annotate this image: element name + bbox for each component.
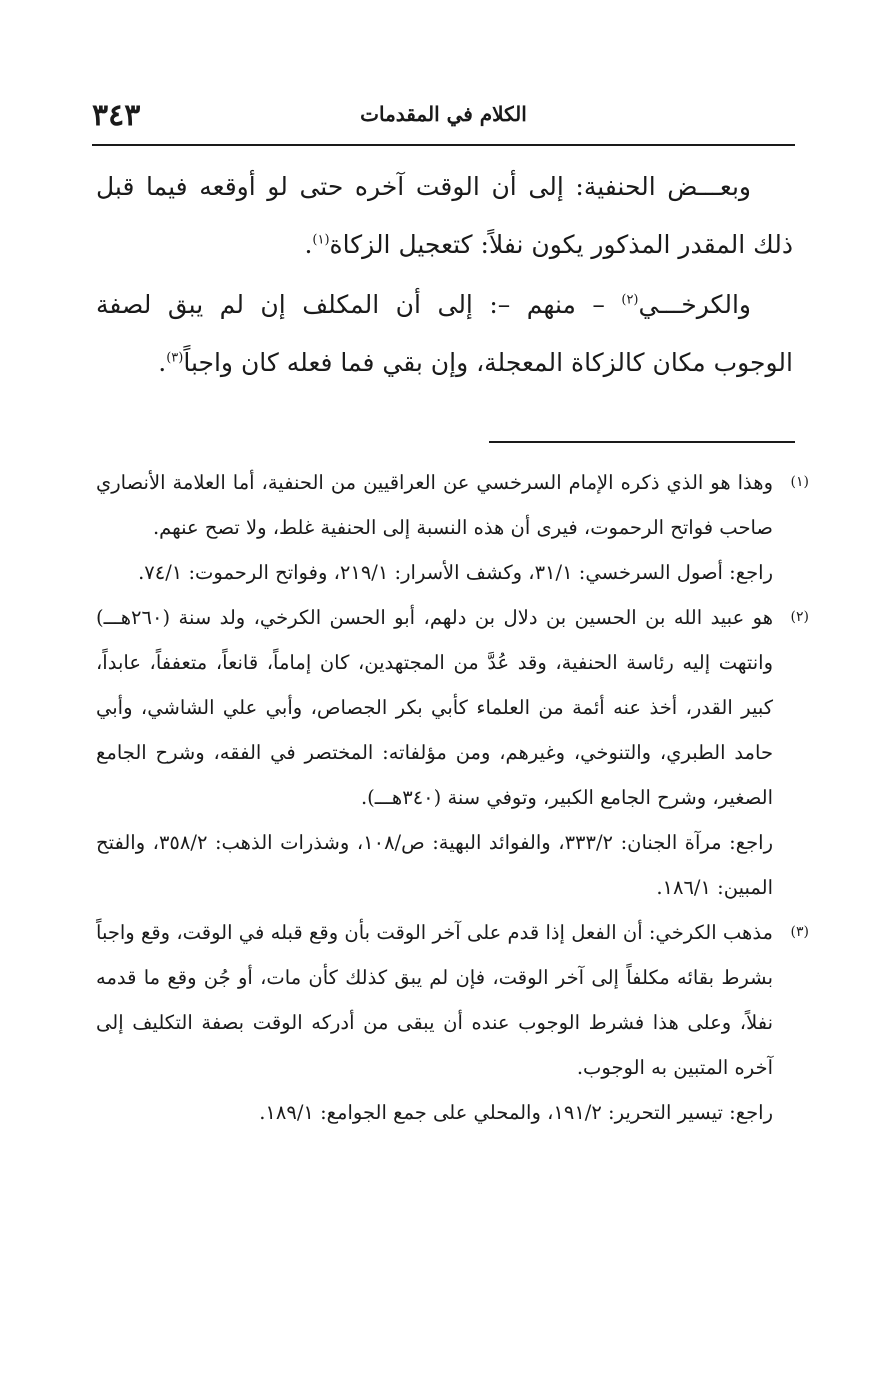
footnote-marker: (٣) [790, 924, 809, 940]
footnote-reference-line: راجع: مرآة الجنان: ٣٣٣/٢، والفوائد البهية: ص/١٠٨، وشذرات الذهب: ٣٥٨/٢، والفتح المبين: ١٨٦/١. [96, 831, 773, 899]
page-header [92, 96, 795, 146]
paragraph-text: وبعـــض الحنفية: إلى أن الوقت آخره حتى لو أوقعه فيما قبل ذلك المقدر المذكور يكون نفلاً: كتعجيل الزكاة [96, 172, 793, 259]
footnote-text: وهذا هو الذي ذكره الإمام السرخسي عن العراقيين من الحنفية، أما العلامة الأنصاري صاحب فواتح الرحموت، فيرى أن هذه النسبة إلى الحنفية غلط، ولا تصح عنهم. [96, 471, 773, 539]
footnote-marker: (١) [790, 474, 809, 490]
footnote-reference: (٢) [621, 292, 639, 308]
footnote-text: مذهب الكرخي: أن الفعل إذا قدم على آخر الوقت بأن وقع قبله في الوقت، وقع واجباً بشرط بقائه مكلفاً إلى آخر الوقت، فإن لم يبق كذلك كأن مات، أو جُن وقع ما قدمه نفلاً، وعلى هذا فشرط الوجوب عنده أن يبقى من أدركه الوقت بصفة التكليف إلى آخره المتبين به الوجوب. [96, 921, 773, 1079]
footnote-separator [489, 441, 795, 443]
footnote-reference: (١) [312, 232, 330, 248]
paragraph-text: – منهم –: إلى أن المكلف إن لم يبق لصفة الوجوب مكان كالزكاة المعجلة، وإن بقي فما فعله كان واجباً [96, 290, 793, 377]
paragraph-end: . [304, 230, 313, 259]
footnote [96, 595, 809, 910]
footnote-text: هو عبيد الله بن الحسين بن دلال بن دلهم، أبو الحسن الكرخي، ولد سنة (٢٦٠هـــ) وانتهت إليه رئاسة الحنفية، وقد عُدَّ من المجتهدين، كان إماماً، قانعاً، متعففاً، عابداً، كبير القدر، أخذ عنه أئمة من العلماء كأبي بكر الجصاص، وأبي علي الشاشي، وأبي حامد الطبري، والتنوخي، وغيرهم، ومن مؤلفاته: المختصر في الفقه، وشرح الجامع الصغير، وشرح الجامع الكبير، وتوفي سنة (٣٤٠هـــ). [96, 606, 773, 809]
footnotes [96, 460, 809, 1135]
running-title: الكلام في المقدمات [360, 102, 527, 126]
footnote-reference: (٣) [166, 350, 184, 366]
paragraph-end: . [158, 348, 167, 377]
paragraph [96, 276, 793, 392]
footnote-marker: (٢) [790, 609, 809, 625]
paragraph-text: والكرخـــي [638, 290, 751, 319]
footnote [96, 910, 809, 1135]
footnote-reference-line: راجع: أصول السرخسي: ٣١/١، وكشف الأسرار: ٢١٩/١، وفواتح الرحموت: ٧٤/١. [138, 561, 773, 584]
footnote-reference-line: راجع: تيسير التحرير: ١٩١/٢، والمحلي على جمع الجوامع: ١٨٩/١. [259, 1101, 773, 1124]
main-text [96, 158, 793, 394]
footnote [96, 460, 809, 595]
page-number: ٣٤٣ [92, 98, 141, 133]
paragraph [96, 158, 793, 274]
